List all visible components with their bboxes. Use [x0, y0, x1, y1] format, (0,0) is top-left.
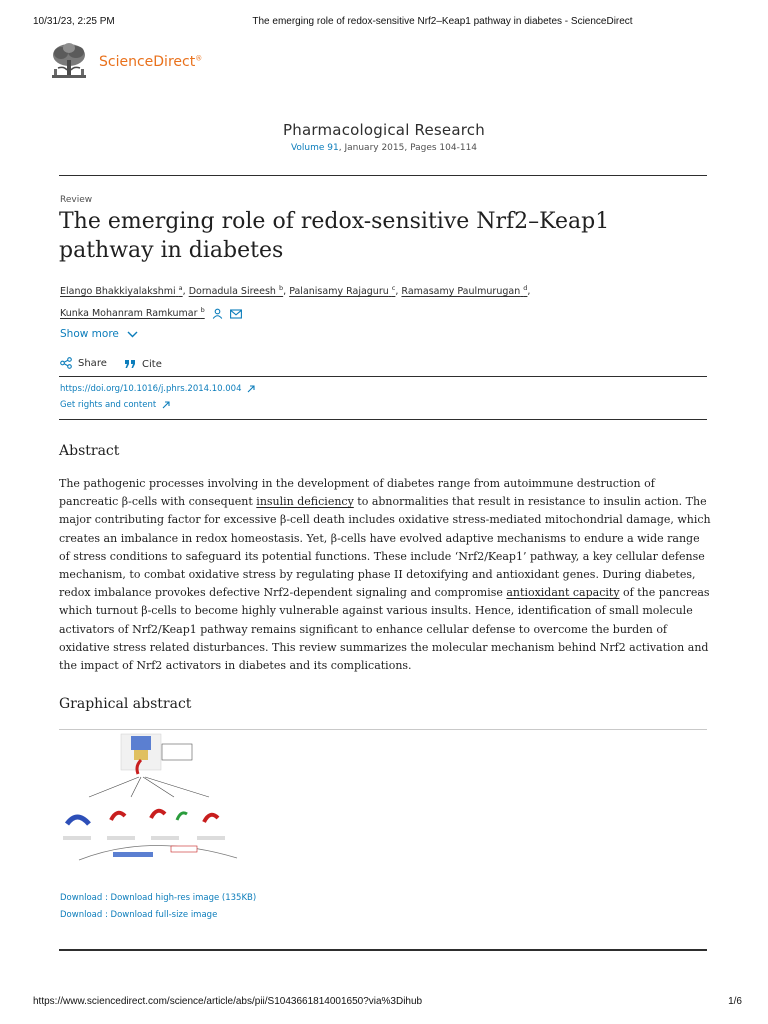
person-icon[interactable]: [212, 308, 223, 319]
author-link[interactable]: Elango Bhakkiyalakshmi $^a$: [60, 284, 183, 298]
author-link[interactable]: Ramasamy Paulmurugan $^d$: [401, 284, 528, 298]
author-link[interactable]: Palanisamy Rajaguru $^c$: [289, 284, 396, 298]
author-list: Elango Bhakkiyalakshmi $^a$, Dornadula Sireesh $^b$, Palanisamy Rajaguru $^c$, Ramasamy Paulmurugan $^d$, Kunka Mohanram Ramkumar $^b$: [60, 284, 531, 320]
print-url: https://www.sciencedirect.com/science/article/abs/pii/S1043661814001650?via%3Dihub: [33, 996, 423, 1007]
print-page-number: 1/6: [728, 996, 742, 1007]
quote-icon: [124, 359, 136, 369]
graphical-abstract-image[interactable]: [59, 732, 243, 862]
article-title: The emerging role of redox-sensitive Nrf2–Keap1 pathway in diabetes: [59, 209, 610, 263]
abstract-body: The pathogenic processes involving in the development of diabetes range from autoimmune destruction of pancreatic β-cells with consequent insulin deficiency to abnormalities that result in resistance to insulin action. The major contributing factor for excessive β-cell death includes oxidative stress-mediated mitochondrial damage, which creates an imbalance in redox homeostasis. Yet, β-cells have evolved adaptive mechanisms to endure a wide range of stress conditions to safeguard its potential functions. These include ‘Nrf2/Keap1’ pathway, a key cellular defense mechanism, to combat oxidative stress by regulating phase II detoxifying and antioxidant genes. During diabetes, redox imbalance provokes defective Nrf2-dependent signaling and compromise antioxidant capacity of the pancreas which turnout β-cells to become highly vulnerable against various insults. Hence, identification of small molecule activators of Nrf2/Keap1 pathway remains significant to enhance cellular defense to overcome the burden of oxidative stress related disturbances. This review summarizes the molecular mechanism behind Nrf2 activation and the impact of Nrf2 activators in diabetes and its complications.: [59, 477, 711, 673]
show-more-button[interactable]: Show more: [60, 328, 138, 340]
download-fullsize-link[interactable]: Download : Download full-size image: [60, 910, 218, 920]
mail-icon[interactable]: [230, 309, 242, 319]
author-link[interactable]: Dornadula Sireesh $^b$: [188, 284, 284, 298]
print-header: [33, 16, 742, 30]
topic-link-insulin-deficiency[interactable]: insulin deficiency: [256, 495, 354, 509]
links-divider-bottom: [59, 419, 707, 420]
links-divider-top: [59, 376, 707, 377]
external-link-icon: [162, 401, 170, 409]
chevron-down-icon: [127, 331, 138, 338]
share-icon: [60, 357, 72, 369]
print-footer: [33, 996, 742, 1010]
sciencedirect-logo[interactable]: [48, 42, 208, 82]
external-link-icon: [247, 385, 255, 393]
brand-name: ScienceDirect®: [99, 54, 203, 70]
download-highres-link[interactable]: Download : Download high-res image (135KB): [60, 893, 257, 903]
rights-link[interactable]: Get rights and content: [60, 400, 170, 410]
graphical-abstract-heading: Graphical abstract: [59, 696, 192, 712]
article-actions: [60, 357, 176, 372]
doi-link[interactable]: https://doi.org/10.1016/j.phrs.2014.10.004: [60, 384, 255, 394]
section-divider: [59, 949, 707, 951]
print-datetime: 10/31/23, 2:25 PM: [33, 16, 115, 27]
print-page-title: The emerging role of redox-sensitive Nrf2–Keap1 pathway in diabetes - ScienceDirect: [252, 16, 633, 27]
journal-name[interactable]: Pharmacological Research: [283, 121, 485, 139]
cite-button[interactable]: Cite: [124, 359, 162, 370]
elsevier-tree-icon: [48, 42, 90, 80]
share-button[interactable]: Share: [60, 357, 107, 369]
abstract-heading: Abstract: [59, 443, 120, 459]
graphical-abstract-divider: [59, 729, 707, 730]
article-type: Review: [60, 195, 93, 205]
volume-line: [0, 143, 768, 153]
header-divider: [59, 175, 707, 176]
volume-details: , January 2015, Pages 104-114: [338, 143, 478, 153]
volume-link[interactable]: Volume 91: [290, 143, 339, 153]
author-link[interactable]: Kunka Mohanram Ramkumar $^b$: [60, 306, 205, 320]
topic-link-antioxidant-capacity[interactable]: antioxidant capacity: [506, 586, 620, 600]
